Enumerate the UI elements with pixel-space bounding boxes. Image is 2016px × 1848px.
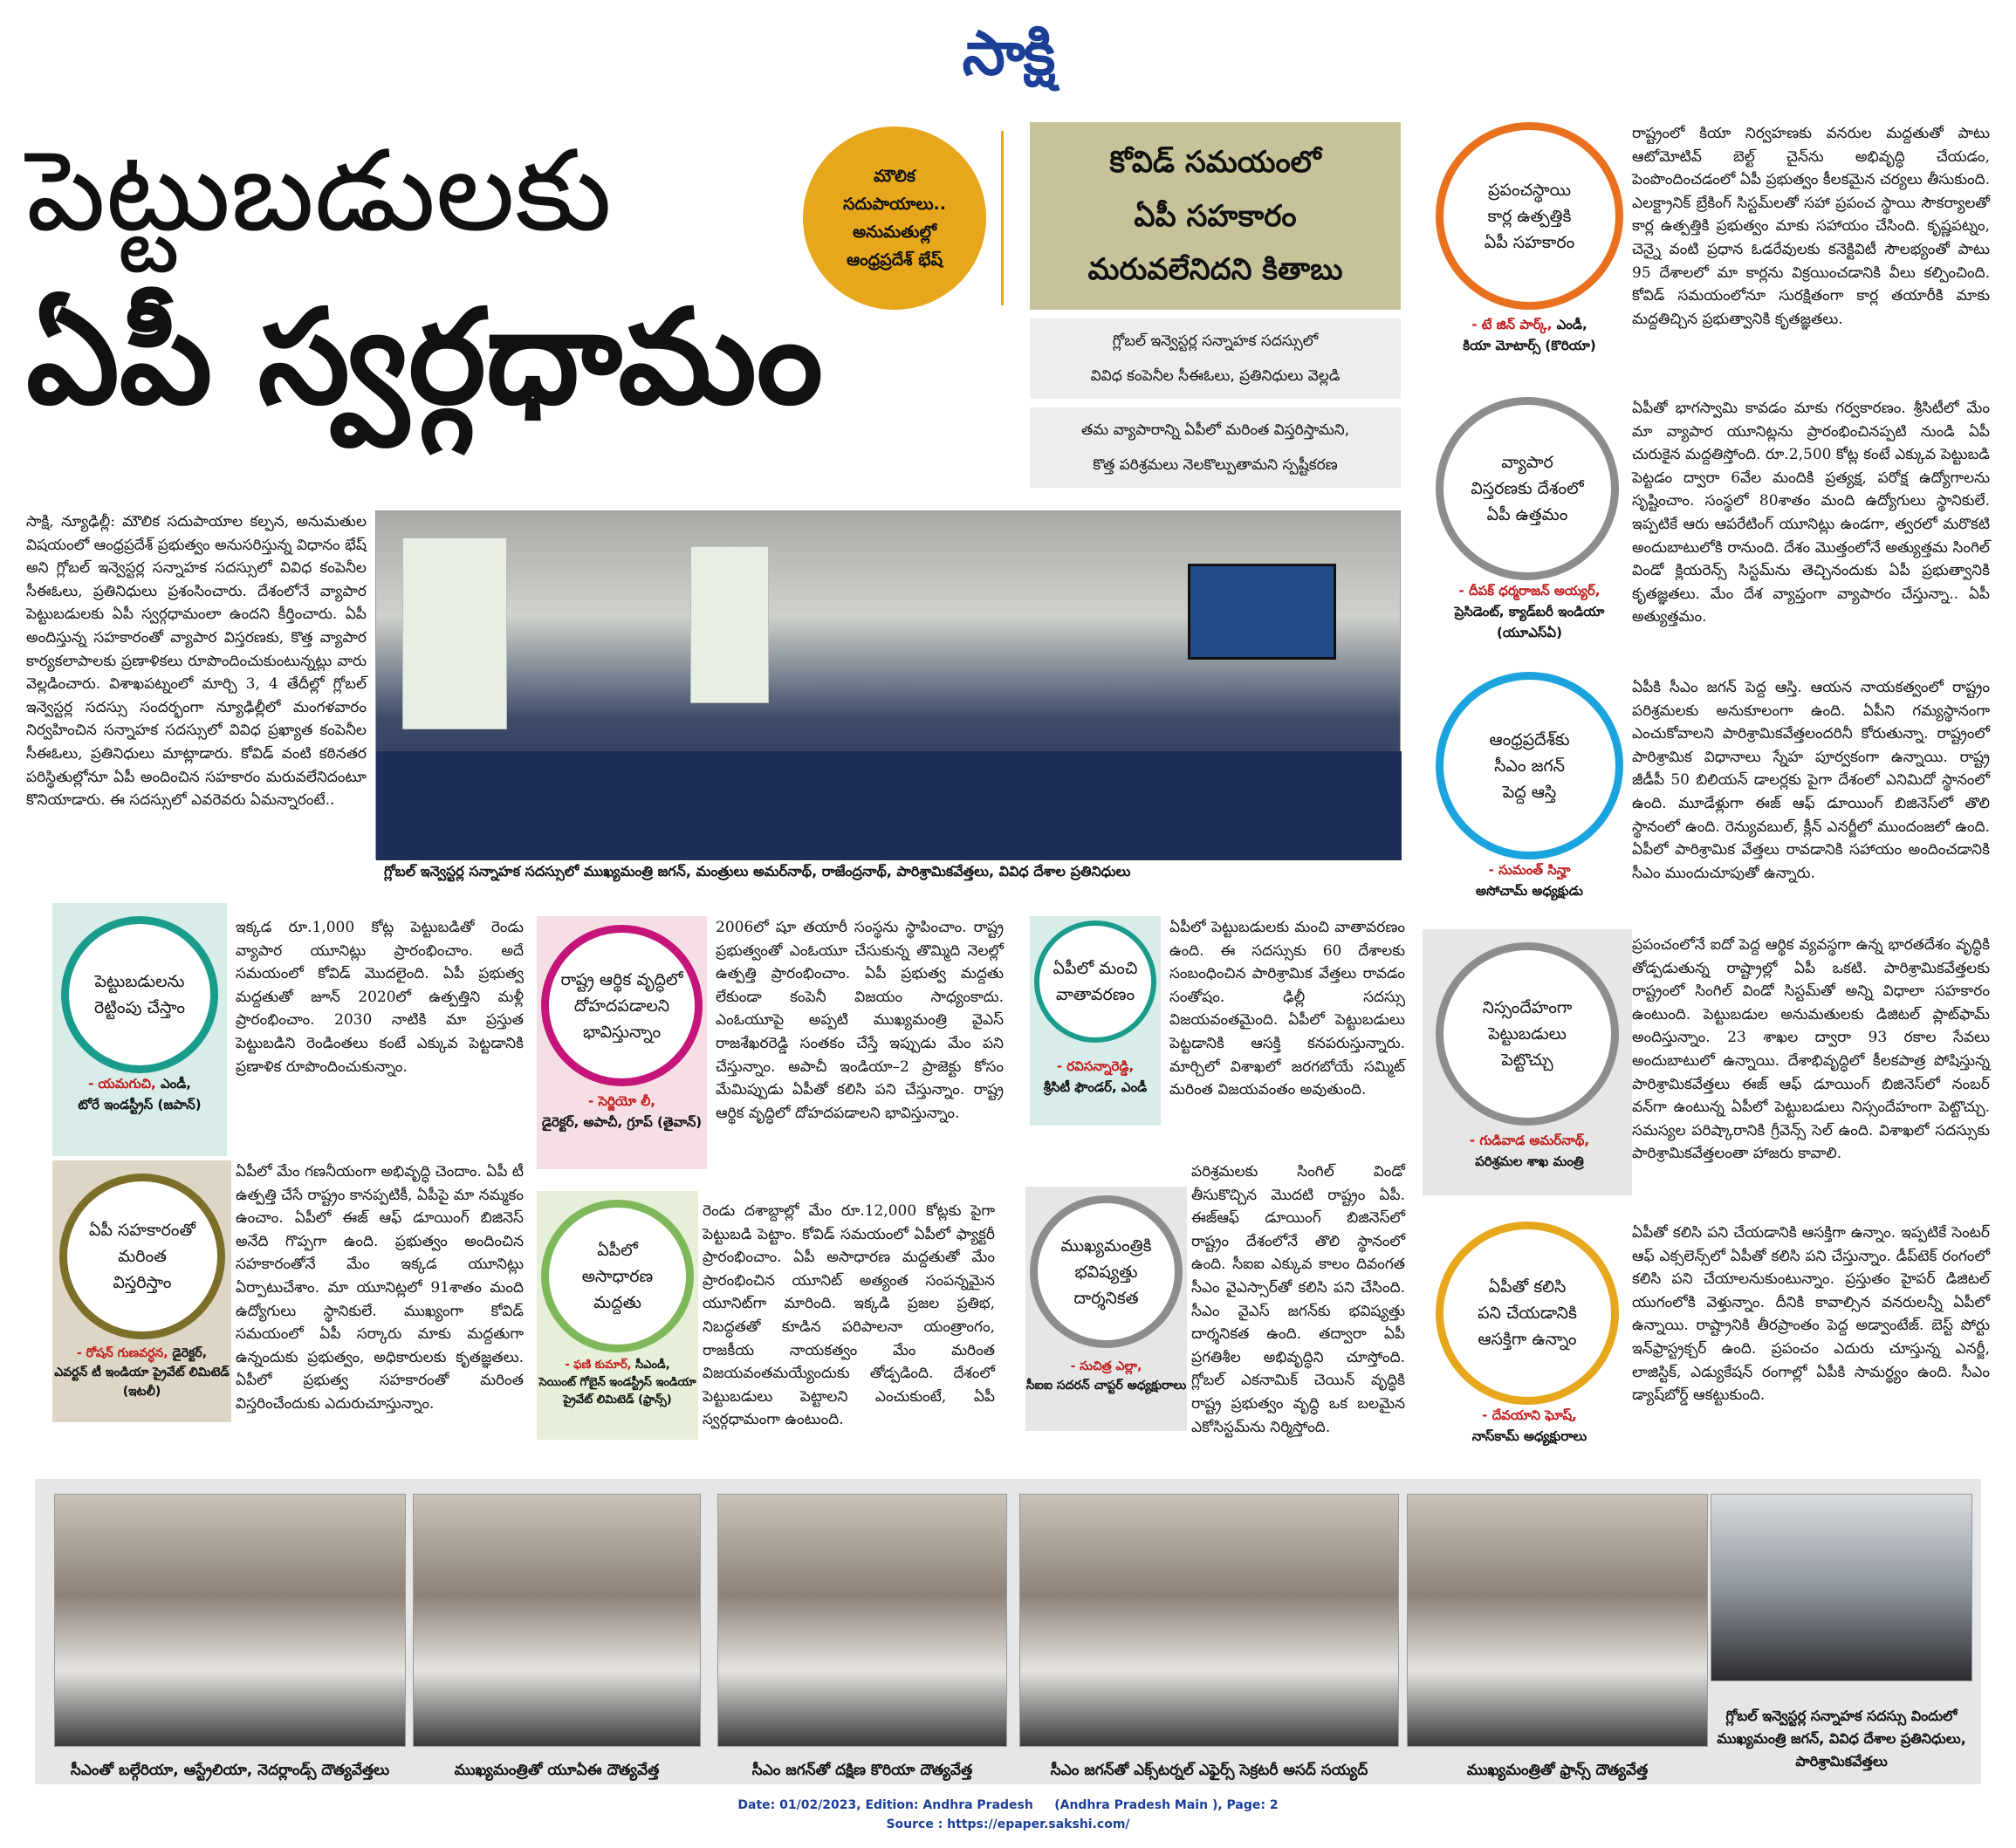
footer-date: Date: 01/02/2023, Edition: Andhra Pradesh (Andhra Pradesh Main ), Page: 2 xyxy=(737,1798,1279,1812)
ring-line: పెట్టుబడులు xyxy=(1488,1024,1567,1044)
dek-line: గ్లోబల్ ఇన్వెస్టర్ల సన్నాహక సదస్సులో xyxy=(1112,332,1319,350)
byline-org: ప్రెసిడెంట్, క్యాడ్‌బరీ ఇండియా (యూఎస్‌ఏ) xyxy=(1454,604,1605,640)
ring-line: వ్యాపార xyxy=(1501,453,1553,472)
byline-kia xyxy=(1431,314,1628,356)
main-photo xyxy=(375,510,1401,859)
strip-photo-4 xyxy=(1019,1494,1399,1747)
ring-line: ఆంధ్రప్రదేశ్‌కు xyxy=(1489,729,1570,749)
quote-ring-nasscom xyxy=(1436,1222,1619,1405)
ring-line: సీఎం జగన్ xyxy=(1494,756,1565,776)
ring-line: ఆసక్తిగా ఉన్నాం xyxy=(1478,1330,1577,1349)
byline-toray xyxy=(52,1073,227,1115)
byline-name: - సుచిత్ర ఎల్లా, xyxy=(1070,1359,1142,1373)
byline-role: డైరెక్టర్, xyxy=(168,1346,208,1360)
dek2-line: కొత్త పరిశ్రమలు నెలకొల్పుతామని స్పష్టీకరణ xyxy=(1093,456,1338,474)
quote-text-nasscom: ఏపీతో కలిసి పని చేయడానికి ఆసక్తిగా ఉన్నాం. ఇప్పటికే సెంటర్ ఆఫ్ ఎక్సలెన్స్‌లో ఏపీతో కలిసి పని చేస్తున్నాం. డీప్‌టెక్ రంగంలో కలిసి పని చేయాలనుకుంటున్నాం. ప్రస్తుతం హైపర్ డిజిటల్ యుగంలోకి వెళ్తున్నాం. దీనికి కావాల్సిన వనరులన్నీ ఏపీలో ఉన్నాయి. రాష్ట్రానికి తీరప్రాంతం పెద్ద అడ్వాంటేజ్. బెస్ట్ పోర్టు ఇన్‌ఫ్రాస్ట్రక్చర్ ఉంది. ప్రపంచం ఎదురు చూస్తున్న ఎనర్జీ, లాజిస్టిక్, ఎడ్యుకేషన్ రంగాల్లో ఏపీకి సామర్థ్యం ఉంది. సీఎం డ్యాష్‌బోర్డ్ ఆకట్టుకుంది. xyxy=(1632,1224,1990,1405)
quote-ring-sricity xyxy=(1034,921,1156,1043)
headline-line-1: పెట్టుబడులకు xyxy=(26,127,612,257)
ring-line: ఏపీ ఉత్తమం xyxy=(1486,505,1568,524)
quote-ring-apache xyxy=(541,925,703,1086)
masthead-logo: సాక్షి xyxy=(962,17,1054,89)
strip-caption-4: సీఎం జగన్‌తో ఎక్స్‌టర్నల్ ఎఫైర్స్ సెక్రటరీ అసద్ సయ్యద్ xyxy=(1050,1762,1368,1779)
quote-ring-kia xyxy=(1436,122,1623,310)
quote-text-everton: ఏపీలో మేం గణనీయంగా అభివృద్ధి చెందాం. ఏపీ టీ ఉత్పత్తి చేసే రాష్ట్రం కానప్పటికీ, ఏపీపై మా నమ్మకం ఉంచాం. ఏపీలో ఈజ్ ఆఫ్ డూయింగ్ బిజినెస్ అనేది గొప్పగా ఉంది. ప్రభుత్వం అందించిన సహకారంతోనే మేం ఇక్కడ యూనిట్లు ఏర్పాటుచేశాం. మా యూనిట్లలో 91శాతం మంది ఉద్యోగులు స్థానికులే. ముఖ్యంగా కోవిడ్ సమయంలో ఏపీ సర్కారు మాకు మద్దతుగా ఉన్నందుకు ప్రభుత్వం, అధికారులకు కృతజ్ఞతలు. ఏపీలో ప్రభుత్వ సహకారంతో మరింత విస్తరించేందుకు ఎదురుచూస్తున్నాం. xyxy=(236,1163,524,1413)
strip-photo-6 xyxy=(1711,1494,1972,1681)
quote-ring-saintgobain xyxy=(541,1200,694,1352)
quote-text-toray: ఇక్కడ రూ.1,000 కోట్ల పెట్టుబడితో రెండు వ్యాపార యూనిట్లు ప్రారంభించాం. అదే సమయంలో కోవిడ్ మొదలైంది. ఏపీ ప్రభుత్వ మద్దతుతో జూన్ 2020లో ఉత్పత్తిని మళ్లీ ప్రారంభించాం. 2030 నాటికి మా ప్రస్తుత పెట్టుబడిని రెండింతలు కంటే ఎక్కువ పెట్టడానికి ప్రణాళిక రూపొందించుకున్నాం. xyxy=(236,919,524,1076)
quote-text-cadbury: ఏపీతో భాగస్వామి కావడం మాకు గర్వకారణం. శ్రీసిటీలో మేం మా వ్యాపార యూనిట్లను ప్రారంభించినప్పటి నుండి ఏపీ చురుకైన మద్దతిస్తోంది. రూ.2,500 కోట్ల కంటే ఎక్కువ పెట్టుబడి పెట్టడం ద్వారా 6వేల మందికి ప్రత్యక్ష, పరోక్ష ఉద్యోగాలను సృష్టించాం. సంస్థలో 80శాతం మంది ఉద్యోగులు స్థానికులే. ఇప్పటికే ఆరు ఆపరేటింగ్ యూనిట్లు ఉండగా, త్వరలో మరొకటి అందుబాటులోకి రానుంది. దేశం మొత్తంలోనే అత్యుత్తమ సింగిల్ విండో క్లియరెన్స్ సిస్టమ్‌ను తెచ్చినందుకు ఏపీ ప్రభుత్వానికి కృతజ్ఞతలు. మేం దేశ వ్యాప్తంగా వ్యాపారం చేస్తున్నా.. ఏపీ అత్యుత్తమం. xyxy=(1632,400,1990,626)
main-photo-caption: గ్లోబల్ ఇన్వెస్టర్ల సన్నాహక సదస్సులో ముఖ్యమంత్రి జగన్, మంత్రులు అమర్‌నాథ్, రాజేంద్రనాథ్, పారిశ్రామికవేత్తలు, వివిధ దేశాల ప్రతినిధులు xyxy=(384,862,1396,881)
byline-cii xyxy=(1025,1357,1187,1395)
byline-apache xyxy=(537,1091,707,1133)
covid-line: కోవిడ్ సమయంలో xyxy=(1109,144,1321,180)
ring-line: నిస్సందేహంగా xyxy=(1482,998,1573,1017)
ring-line: పెద్ద ఆస్తి xyxy=(1502,782,1557,802)
byline-assocham xyxy=(1431,859,1628,901)
covid-line: ఏపీ సహకారం xyxy=(1134,198,1297,234)
ring-line: ఏపీతో కలిసి xyxy=(1488,1277,1567,1297)
byline-name: - రోషన్ గుణవర్ధన, xyxy=(76,1346,168,1360)
byline-saintgobain xyxy=(537,1357,698,1409)
byline-org: ఎవర్టన్ టీ ఇండియా ప్రైవేట్ లిమిటెడ్ (ఇటలీ) xyxy=(54,1365,230,1399)
ring-line: ముఖ్యమంత్రికి xyxy=(1060,1235,1152,1256)
quote-text-assocham: ఏపీకి సీఎం జగన్ పెద్ద ఆస్తి. ఆయన నాయకత్వంలో రాష్ట్రం పరిశ్రమలకు అనుకూలంగా ఉంది. ఏపీని గమ్యస్థానంగా ఎంచుకోవాలని పారిశ్రామికవేత్తలందరినీ కోరుతున్నా. రాష్ట్రంలో పారిశ్రామిక విధానాలు స్నేహ పూర్వకంగా ఉన్నాయి. రాష్ట్ర జీడీపీ 50 బిలియన్ డాలర్లకు పైగా దేశంలో ఎనిమిదో స్థానంలో ఉంది. మూడేళ్లుగా ఈజ్ ఆఫ్ డూయింగ్ బిజినెస్‌లో తొలి స్థానంలో ఉంది. రెన్యువబుల్, క్లీన్ ఎనర్జీలో ముందంజలో ఉంది. ఏపీలో పారిశ్రామిక వేత్తలు రావడానికి సహాయం అందించడానికి సీఎం ముందుచూపుతో ఉన్నారు. xyxy=(1632,679,1990,882)
quote-ring-minister xyxy=(1436,942,1619,1126)
table-skirt xyxy=(376,751,1402,860)
byline-org: శ్రీసిటీ ఫౌండర్, ఎండీ xyxy=(1043,1079,1148,1095)
ring-line: విస్తరిస్తాం xyxy=(113,1273,172,1292)
strip-caption-1: సీఎంతో బల్గేరియా, ఆస్ట్రేలియా, నెదర్లాండ్స్ దౌత్యవేత్తలు xyxy=(70,1762,390,1779)
dek-box xyxy=(1030,318,1401,399)
byline-name: - సెర్జియో లీ, xyxy=(588,1093,655,1109)
quote-text-cii: పరిశ్రమలకు సింగిల్ విండో తీసుకొచ్చిన మొదటి రాష్ట్రం ఏపీ. ఈజ్ఆఫ్ డూయింగ్ బిజినెస్‌లో రాష్ట్రం దేశంలోనే తొలి స్థానంలో ఉంది. సీఐఐ ఎక్కువ కాలం దివంగత సీఎం వైఎస్సార్‌తో కలిసి పని చేసింది. సీఎం వైఎస్ జగన్‌కు భవిష్యత్తు దార్శనికత ఉంది. తద్వారా ఏపీ ప్రగతిశీల అభివృద్ధిని చూస్తోంది. గ్లోబల్ ఎకనామిక్ చెయిన్ వృద్ధికి రాష్ట్ర ప్రభుత్వం వృద్ధి ఒక బలమైన ఎకోసిస్టమ్‌ను నిర్మిస్తోంది. xyxy=(1191,1163,1405,1436)
covid-line: మరువలేనిదని కితాబు xyxy=(1087,252,1343,288)
byline-minister xyxy=(1427,1130,1632,1172)
quote-text-saintgobain: రెండు దశాబ్దాల్లో మేం రూ.12,000 కోట్లకు పైగా పెట్టుబడి పెట్టాం. కోవిడ్ సమయంలో ఏపీలో ఫ్యాక్టరీ ప్రారంభించాం. ఏపీ అసాధారణ మద్దతుతో మేం ప్రారంభించిన యూనిట్ అత్యంత సంపన్నమైన యూనిట్‌గా మారింది. ఇక్కడి ప్రజల ప్రతిభ, నిబద్ధతతో కూడిన పరిపాలనా యంత్రాంగం, రాజకీయ నాయకత్వం మేం మరింత విజయవంతమయ్యేందుకు తోడ్పడింది. దేశంలో పెట్టుబడులు పెట్టాలని ఎంచుకుంటే, ఏపీ స్వర్గధామంగా ఉంటుంది. xyxy=(703,1202,995,1429)
screen-display xyxy=(1188,564,1336,660)
byline-name: - దేవయాని ఘోష్, xyxy=(1482,1407,1577,1423)
banner-mid xyxy=(690,546,769,703)
ring-line: వాతావరణం xyxy=(1055,985,1135,1004)
ring-line: ప్రపంచస్థాయి xyxy=(1487,180,1572,200)
banner-left xyxy=(402,537,507,729)
strip-caption-3: సీఎం జగన్‌తో దక్షిణ కొరియా దౌత్యవేత్త xyxy=(751,1762,973,1779)
badge-line: సదుపాయాలు.. xyxy=(843,195,946,214)
badge-divider xyxy=(991,131,1004,305)
ring-line: పెట్టొచ్చు xyxy=(1501,1051,1553,1070)
ring-line: భావిస్తున్నాం xyxy=(582,1022,662,1042)
byline-name: - యమగుచి, xyxy=(87,1076,156,1092)
ring-line: భవిష్యత్తు xyxy=(1074,1262,1138,1282)
ring-line: కార్ల ఉత్పత్తికి xyxy=(1487,206,1572,226)
dek2-box xyxy=(1030,406,1401,488)
ring-line: మద్దతు xyxy=(593,1292,641,1312)
ring-line: దార్శనికత xyxy=(1073,1288,1139,1308)
footer-source[interactable]: Source : https://epaper.sakshi.com/ xyxy=(886,1817,1130,1831)
byline-org: టోరే ఇండస్ట్రీస్ (జపాన్) xyxy=(78,1097,202,1112)
quote-text-kia: రాష్ట్రంలో కియా నిర్వహణకు వనరుల మద్దతుతో పాటు ఆటోమోటివ్ బెల్ట్ చైన్‌ను అభివృద్ధి చేయడం, పెంపొందించడంలో ఏపీ ప్రభుత్వం కీలకమైన చర్యలు తీసుకుంది. ఎలక్ట్రానిక్ బ్రేకింగ్ సిస్టమ్‌లతో సహా ప్రపంచ స్థాయి సౌకర్యాలతో కార్ల ఉత్పత్తికి ప్రభుత్వం మాకు సహాయం చేసింది. కృష్ణపట్నం, చెన్నై వంటి ప్రధాన ఓడరేవులకు కనెక్టివిటీ సౌలభ్యంతో పాటు 95 దేశాలలో మా కార్లను విక్రయించడానికి వీలు కల్పించింది. కోవిడ్ సమయంలోనూ సురక్షితంగా కార్ల తయారీకి మాకు మద్దతిచ్చిన ప్రభుత్వానికి కృతజ్ఞతలు. xyxy=(1632,125,1990,328)
byline-org: సీఐఐ సదరన్ చాప్టర్ అధ్యక్షురాలు xyxy=(1025,1379,1187,1393)
dek2-line: తమ వ్యాపారాన్ని ఏపీలో మరింత విస్తరిస్తామని, xyxy=(1080,421,1350,439)
byline-cadbury xyxy=(1427,580,1632,643)
byline-name: - దీపక్ ధర్మరాజన్ అయ్యర్, xyxy=(1458,583,1601,599)
ring-line: విస్తరణకు దేశంలో xyxy=(1471,479,1584,498)
ring-line: రెట్టింపు చేస్తాం xyxy=(93,998,186,1017)
quote-ring-cadbury xyxy=(1436,397,1619,580)
quote-text-sricity: ఏపీలో పెట్టుబడులకు మంచి వాతావరణం ఉంది. ఈ సదస్సుకు 60 దేశాలకు సంబంధించిన పారిశ్రామిక వేత్తలు రావడం సంతోషం. ఢిల్లీ సదస్సు విజయవంతమైంది. ఏపీలో పెట్టుబడులు పెట్టడానికి ఆసక్తి కనపరుస్తున్నారు. మార్చిలో విశాఖలో జరగబోయే సమ్మిట్ మరింత విజయవంతం అవుతుంది. xyxy=(1169,919,1405,1099)
byline-name: - ఫణి కుమార్, xyxy=(565,1359,632,1372)
strip-photo-2 xyxy=(413,1494,701,1747)
byline-name: - సుమంత్ సిన్హా xyxy=(1488,862,1571,878)
byline-everton xyxy=(52,1344,231,1401)
strip-photo-5 xyxy=(1407,1494,1708,1747)
covid-box xyxy=(1030,122,1401,310)
headline-line-2: ఏపీ స్వర్గధామం xyxy=(26,282,823,434)
quote-ring-assocham xyxy=(1436,672,1623,859)
ring-line: ఏపీలో xyxy=(597,1240,638,1260)
quote-ring-cii xyxy=(1030,1195,1183,1348)
ring-line: పెట్టుబడులను xyxy=(94,972,185,991)
ring-line: అసాధారణ xyxy=(581,1266,654,1286)
quote-ring-toray xyxy=(61,916,218,1073)
byline-org: అసోచామ్ అధ్యక్షుడు xyxy=(1475,883,1584,899)
ring-line: రాష్ట్ర ఆర్థిక వృద్ధిలో xyxy=(560,969,683,989)
byline-org: నాస్‌కామ్ అధ్యక్షురాలు xyxy=(1471,1428,1587,1444)
byline-org: కియా మోటార్స్ (కొరియా) xyxy=(1463,338,1596,353)
byline-org: సెయింట్ గోబైన్ ఇండస్ట్రీస్ ఇండియా ప్రైవేట్ లిమిటెడ్ (ఫ్రాన్స్) xyxy=(538,1376,696,1407)
quote-ring-everton xyxy=(59,1174,225,1339)
ring-line: పని చేయడానికి xyxy=(1478,1304,1577,1323)
byline-role: ఎండీ, xyxy=(1552,317,1587,332)
strip-caption-6: గ్లోబల్ ఇన్వెస్టర్ల సన్నాహక సదస్సు విందులో ముఖ్యమంత్రి జగన్, వివిధ దేశాల ప్రతినిధులు, పారిశ్రామికవేత్తలు xyxy=(1717,1707,1966,1769)
byline-nasscom xyxy=(1427,1405,1632,1447)
strip-photo-1 xyxy=(54,1494,406,1747)
quote-text-minister: ప్రపంచంలోనే ఐదో పెద్ద ఆర్థిక వ్యవస్థగా ఉన్న భారతదేశం వృద్ధికి తోడ్పడుతున్న రాష్ట్రాల్లో ఏపీ ఒకటి. పారిశ్రామికవేత్తలకు రాష్ట్రంలో సింగిల్ విండో సిస్టమ్‌తో అన్ని విధాలా సహకారం ఉంటుంది. పెట్టుబడుల అనుమతులకు డిజిటల్ ప్లాట్‌ఫామ్ అందిస్తున్నాం. 23 శాఖల ద్వారా 93 రకాల సేవలు అందుబాటులో ఉన్నాయి. దేశాభివృద్ధిలో కీలకపాత్ర పోషిస్తున్న పారిశ్రామికవేత్తలు ఈజ్ ఆఫ్ డూయింగ్ బిజినెస్‌లో నంబర్ వన్‌గా ఉంటున్న ఏపీలో పెట్టుబడులు నిస్సందేహంగా పెట్టొచ్చు. సమస్యల పరిష్కారానికి గ్రీవెన్స్ సెల్ ఉంది. విశాఖలో సదస్సుకు పారిశ్రామికవేత్తలంతా హాజరు కావాలి. xyxy=(1632,936,1990,1163)
badge-line: అనుమతుల్లో xyxy=(852,222,937,242)
byline-name: - రవిసన్నారెడ్డి, xyxy=(1056,1058,1135,1074)
ring-line: ఏపీలో మంచి xyxy=(1053,959,1138,978)
byline-org: డైరెక్టర్, అపాచీ, గ్రూప్ (తైవాన్) xyxy=(541,1114,703,1130)
byline-role: ఎండీ, xyxy=(155,1076,192,1092)
badge-line: ఆంధ్రప్రదేశ్ భేష్ xyxy=(847,250,943,270)
dek-line: వివిధ కంపెనీల సీఈఓలు, ప్రతినిధులు వెల్లడి xyxy=(1090,367,1341,385)
byline-org: పరిశ్రమల శాఖ మంత్రి xyxy=(1475,1153,1584,1169)
byline-name: - గుడివాడ అమర్‌నాథ్, xyxy=(1469,1133,1590,1148)
footer xyxy=(0,1796,2016,1834)
quote-text-apache: 2006లో షూ తయారీ సంస్థను స్థాపించాం. రాష్ట్ర ప్రభుత్వంతో ఎంఓయూ చేసుకున్న తొమ్మిది నెలల్లో ఉత్పత్తి ప్రారంభించాం. ఏపీ ప్రభుత్వ మద్దతు లేకుండా కంపెనీ విజయం సాధ్యంకాదు. ఎంఓయూపై అప్పటి ముఖ్యమంత్రి వైఎస్ రాజశేఖరరెడ్డి సంతకం చేస్తే ఇప్పుడు మేం పని చేస్తున్నాం. అపాచీ ఇండియా–2 ప్రాజెక్టు కోసం మేమిప్పుడు ఏపీతో కలిసి పని చేస్తున్నాం. రాష్ట్ర ఆర్థిక వృద్ధిలో దోహదపడాలని భావిస్తున్నాం. xyxy=(716,919,1004,1122)
badge-circle xyxy=(803,127,986,310)
badge-line: మౌలిక xyxy=(874,167,915,186)
strip-caption-2: ముఖ్యమంత్రితో యూఏఈ దౌత్యవేత్త xyxy=(454,1762,660,1779)
ring-line: ఏపీ సహకారం xyxy=(1484,232,1575,252)
byline-name: - టే జిన్ పార్క్, xyxy=(1471,317,1553,332)
ring-line: దోహదపడాలని xyxy=(573,996,670,1016)
ring-line: ఏపీ సహకారంతో xyxy=(88,1221,196,1240)
byline-role: సీఎండీ, xyxy=(631,1359,670,1372)
strip-caption-5: ముఖ్యమంత్రితో ఫ్రాన్స్ దౌత్యవేత్త xyxy=(1466,1762,1649,1779)
strip-photo-3 xyxy=(717,1494,1007,1747)
byline-sricity xyxy=(1030,1056,1161,1098)
lead-story: సాక్షి, న్యూఢిల్లీ: మౌలిక సదుపాయాల కల్పన, అనుమతుల విషయంలో ఆంధ్రప్రదేశ్ ప్రభుత్వం అనుసరిస్తున్న విధానం భేష్ అని గ్లోబల్ ఇన్వెస్టర్ల సన్నాహక సదస్సులో వివిధ కంపెనీల సీఈఓలు, ప్రతినిధులు ప్రశంసించారు. దేశంలోనే వ్యాపార పెట్టుబడులకు ఏపీ స్వర్గధామంలా ఉందని కీర్తించారు. ఏపీ అందిస్తున్న సహకారంతో వ్యాపార విస్తరణకు, కొత్త వ్యాపార కార్యకలాపాలకు ప్రణాళికలు రూపొందించుకుంటున్నట్లు వారు వెల్లడించారు. విశాఖపట్నంలో మార్చి 3, 4 తేదీల్లో గ్లోబల్ ఇన్వెస్టర్ల సదస్సు సందర్భంగా న్యూఢిల్లీలో మంగళవారం నిర్వహించిన సన్నాహక సదస్సులో వివిధ ప్రఖ్యాత కంపెనీల సీఈఓలు, ప్రతినిధులు మాట్లాడారు. కోవిడ్ వంటి కఠినతర పరిస్థితుల్లోనూ ఏపీ అందించిన సహకారం మరువలేనిదంటూ కొనియాడారు. ఈ సదస్సులో ఎవరెవరు ఏమన్నారంటే.. xyxy=(26,513,367,810)
ring-line: మరింత xyxy=(118,1247,167,1266)
